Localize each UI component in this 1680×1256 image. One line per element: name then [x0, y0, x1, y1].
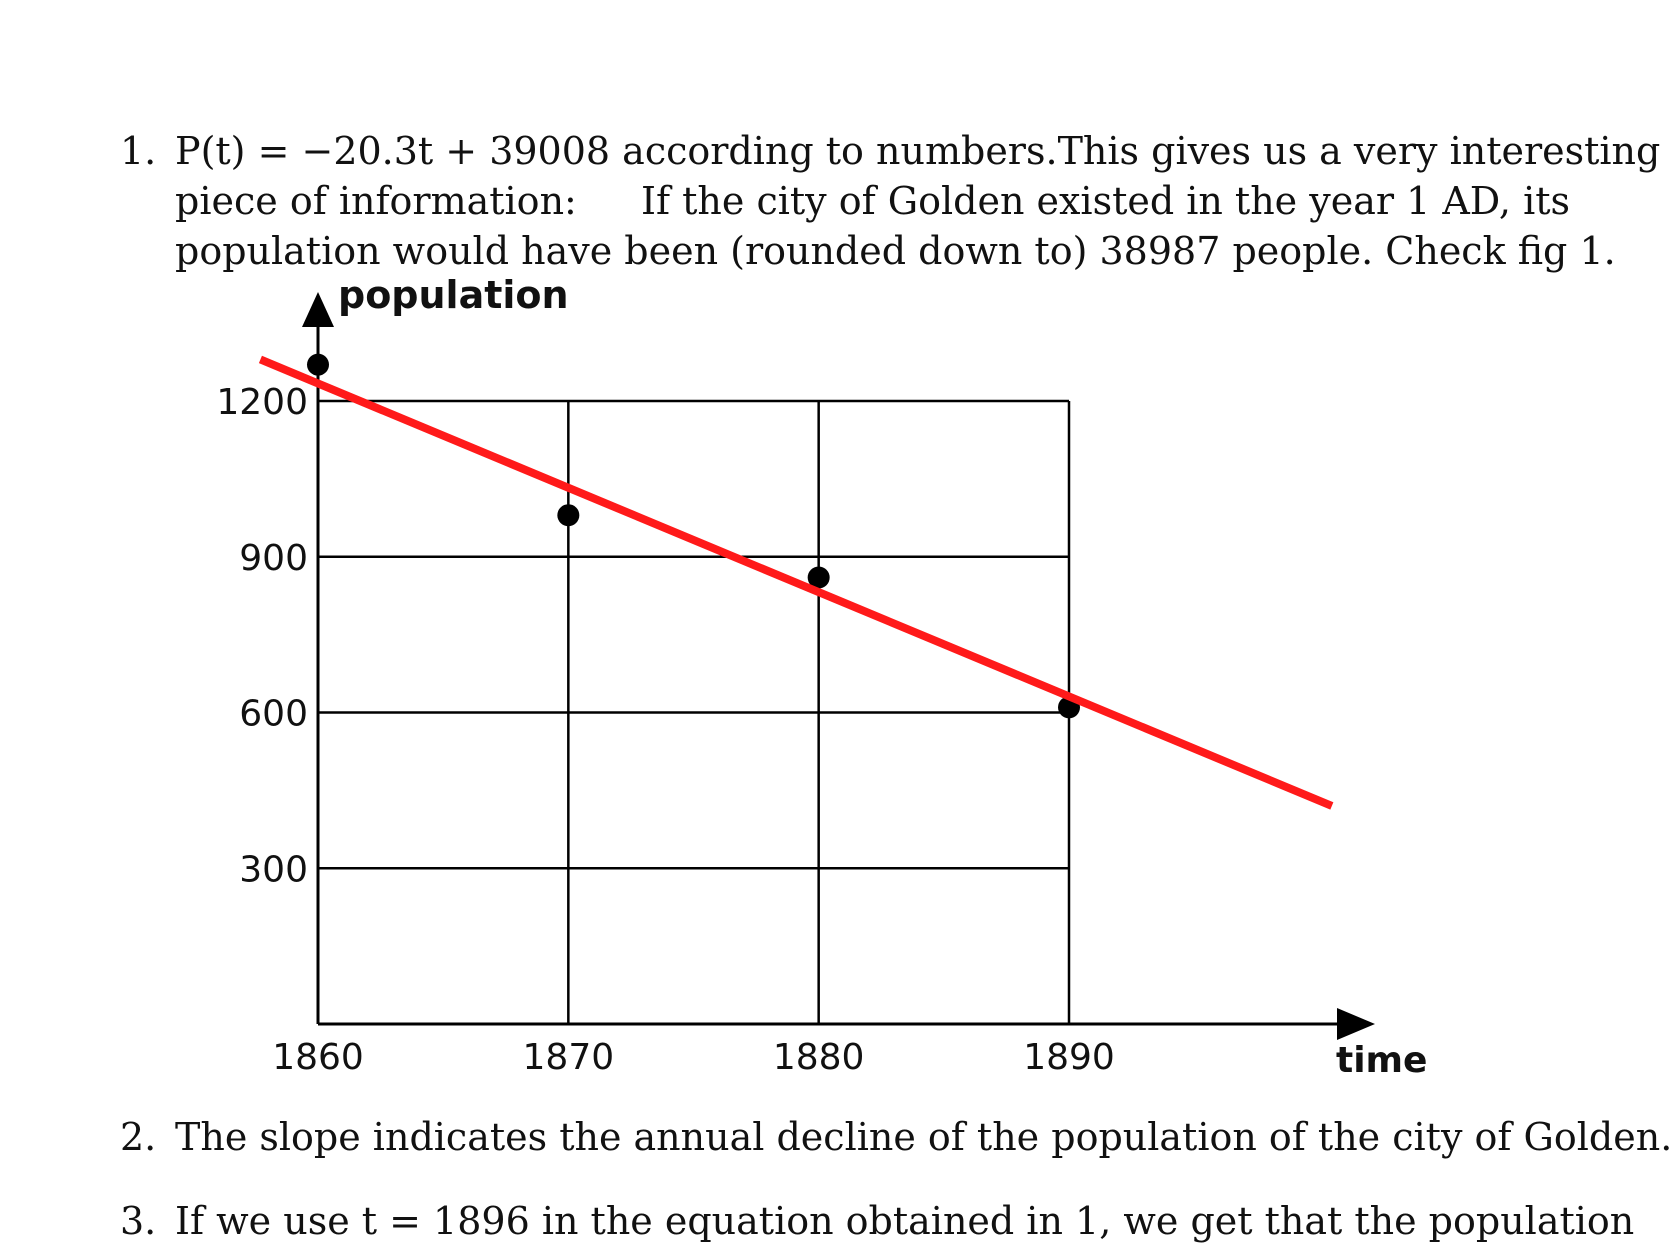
x-tick-label-1890: 1890: [1023, 1037, 1115, 1078]
chart-tick-labels: [216, 382, 1114, 1078]
x-tick-label-1860: 1860: [272, 1037, 364, 1078]
item-2-text: The slope indicates the annual decline of the population of the city of Golden.: [175, 1115, 1673, 1159]
chart-axes: [302, 292, 1375, 1040]
item-1-number: 1.: [120, 129, 157, 173]
item-1-line-1-part-b: This gives us a very interesting: [1057, 129, 1661, 173]
item-1-line-3: population would have been (rounded down to) 38987 people. Check fig 1.: [175, 229, 1616, 273]
y-axis-label: population: [338, 273, 569, 317]
data-point-1870: [557, 504, 579, 526]
x-tick-label-1870: 1870: [522, 1037, 615, 1078]
x-tick-label-1880: 1880: [772, 1037, 865, 1078]
y-tick-label-900: 900: [239, 537, 308, 579]
regression-line: [260, 359, 1331, 805]
x-axis-label: time: [1336, 1040, 1428, 1081]
y-tick-label-600: 600: [239, 693, 308, 735]
data-point-1860: [307, 354, 329, 376]
y-tick-label-300: 300: [239, 849, 308, 891]
item-3-text: If we use t = 1896 in the equation obtained in 1, we get that the population: [175, 1199, 1635, 1243]
item-1-line-2-part-b: If the city of Golden existed in the year 1 AD, its: [641, 179, 1570, 223]
y-axis-arrow-icon: [302, 292, 334, 327]
y-tick-label-1200: 1200: [216, 382, 308, 423]
item-3-body: [175, 1196, 1635, 1246]
item-3-number: 3.: [120, 1199, 157, 1243]
item-2: [120, 1112, 1673, 1172]
chart-grid: [318, 401, 1069, 1024]
item-3: [120, 1196, 1635, 1256]
x-axis-arrow-icon: [1337, 1008, 1375, 1040]
item-1-line-1-part-a: P(t) = −20.3t + 39008 according to numbers.: [175, 129, 1058, 173]
item-1-line-2-part-a: piece of information:: [175, 179, 577, 223]
item-2-body: [175, 1112, 1673, 1162]
item-2-number: 2.: [120, 1115, 157, 1159]
chart-fit-line: [260, 359, 1331, 805]
